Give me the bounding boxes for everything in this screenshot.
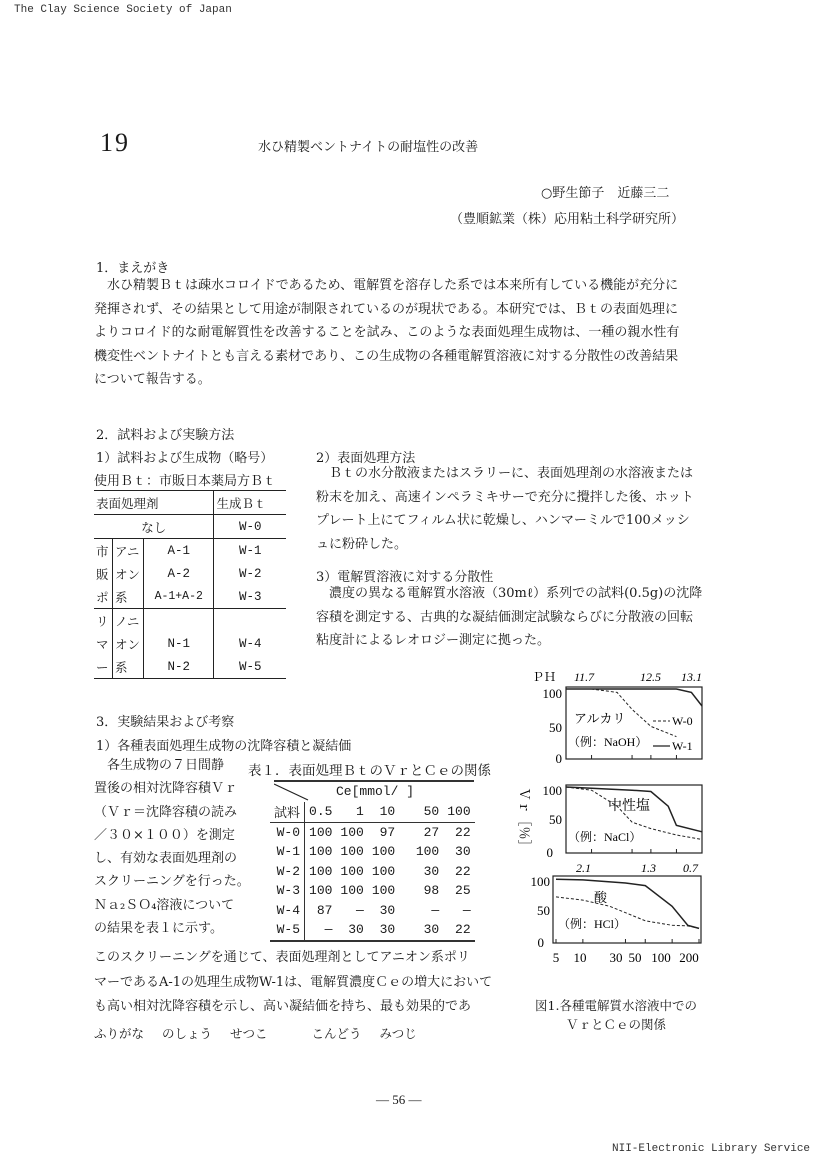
value-cell: 22: [455, 863, 471, 879]
value-cell: 27: [423, 824, 440, 840]
value-cell: 30: [379, 922, 396, 938]
group-a-inner: オン: [113, 562, 144, 585]
agent-cell: N-2: [144, 655, 214, 679]
sec2-heading: 2．試料および実験方法: [96, 428, 235, 443]
agent-cell: A-1+A-2: [144, 585, 214, 609]
product-cell: W-2: [238, 566, 262, 581]
ph-tick: 13.1: [681, 670, 702, 684]
sec2-sub3: 3）電解質溶液に対する分散性: [316, 570, 494, 585]
product-cell: W-5: [238, 659, 262, 674]
agent-cell: A-1: [144, 539, 214, 563]
sec2-sub2: 2）表面処理方法: [316, 451, 416, 466]
service-footer: NII-Electronic Library Service: [612, 1143, 811, 1155]
figure-caption-line: ＶｒとＣｅの関係: [565, 1017, 666, 1032]
y-tick: 50: [537, 903, 550, 918]
y-axis-label: Ｖｒ［％］: [517, 787, 532, 853]
table1-row: [270, 881, 475, 901]
ph-tick-bottom: 2.1: [576, 861, 591, 875]
y-tick: 0: [537, 935, 544, 950]
x-tick: 200: [679, 950, 699, 965]
sec2-sub1: 1）試料および生成物（略号）: [96, 451, 274, 466]
ph-tick-bottom: 1.3: [641, 861, 656, 875]
value-cell: 100: [340, 883, 364, 899]
value-cell: —: [356, 902, 364, 918]
table1-row: [270, 822, 475, 842]
x-tick: 30: [609, 950, 623, 965]
sec3-line: 置後の相対沈降容積Ｖｒ: [94, 781, 238, 797]
panel-label-neutral: 中性塩: [608, 799, 650, 814]
furigana-label: ふりがな: [94, 1026, 145, 1041]
y-tick: 50: [549, 720, 562, 735]
group-a-inner: アニ: [113, 539, 144, 563]
x-tick: 5: [552, 950, 560, 965]
sec1-heading: 1．まえがき: [96, 261, 170, 276]
x-tick: 10: [573, 950, 587, 965]
sec3-line: ／３０×１００）を測定: [94, 827, 235, 843]
sample-cell: W-1: [270, 842, 305, 862]
group-a-outer: ポ: [96, 589, 109, 605]
sec3-line: し、有効な表面処理剤の: [94, 851, 238, 867]
product-w0: W-0: [238, 519, 262, 534]
table1-row: [270, 920, 475, 941]
y-tick: 100: [542, 686, 562, 701]
panel-example-acid: （例：HCl）: [558, 917, 627, 931]
col-header: 10: [379, 804, 396, 820]
agent-cell: N-1: [144, 632, 214, 655]
value-cell: 22: [455, 824, 471, 840]
sec3-full-line: マーであるA-1の処理生成物W-1は、電解質濃度Ｃｅの増大において: [94, 974, 493, 990]
furigana-item: のしょう: [162, 1026, 213, 1041]
sub2-line: ュに粉砕した。: [316, 536, 408, 552]
group-n-outer: マ: [96, 636, 109, 652]
sub3-line: 容積を測定する、古典的な凝結価測定試験ならびに分散液の回転: [316, 609, 694, 625]
furigana: [94, 1024, 417, 1042]
table1-row: [270, 862, 475, 882]
series-w-1-line: [566, 689, 702, 706]
sec1-line: 水ひ精製Ｂｔは疎水コロイドであるため、電解質を溶存した系では本来所有している機能が充分に: [94, 278, 679, 293]
group-a-outer: 市: [96, 543, 109, 559]
value-cell: 97: [379, 824, 396, 840]
table1-row: [270, 842, 475, 862]
value-cell: —: [324, 922, 333, 938]
society-header: The Clay Science Society of Japan: [14, 4, 232, 16]
y-tick: 100: [542, 783, 562, 798]
value-cell: —: [462, 902, 471, 918]
col-agent: 表面処理剤: [94, 491, 214, 515]
value-cell: 100: [309, 863, 333, 879]
value-cell: 30: [379, 902, 396, 918]
figure-caption-line: 図1.各種電解質水溶液中での: [535, 998, 697, 1013]
sample-header: 試料: [270, 802, 305, 822]
group-n-outer: ー: [96, 659, 109, 675]
sec3-full-body: [94, 946, 492, 1020]
sec1-line: 機変性ベントナイトとも言える素材であり、この生成物の各種電解質溶液に対する分散性の改善結果: [94, 348, 679, 364]
sec3-line: の結果を表１に示す。: [94, 921, 223, 937]
value-cell: 100: [415, 844, 440, 860]
panel-example-alkali: （例：NaOH）: [568, 735, 648, 749]
value-cell: —: [431, 902, 440, 918]
group-a-inner: 系: [113, 585, 144, 609]
panel-label-acid: 酸: [594, 890, 608, 905]
sample-cell: W-0: [270, 822, 305, 842]
col-product: 生成Ｂｔ: [216, 495, 267, 511]
paper-affiliation: （豊順鉱業（株）応用粘土科学研究所）: [450, 212, 685, 227]
value-cell: 100: [340, 844, 364, 860]
sec3-line: スクリーニングを行った。: [94, 874, 250, 890]
value-cell: 100: [371, 883, 396, 899]
value-cell: 30: [423, 863, 440, 879]
ph-tick: 11.7: [574, 670, 595, 684]
furigana-item: こんどう: [311, 1026, 362, 1041]
value-cell: 30: [348, 922, 364, 938]
sec3-sub1: 1）各種表面処理生成物の沈降容積と凝結価: [96, 739, 352, 754]
bt-used: 使用Ｂｔ：市販日本薬局方Ｂｔ: [94, 474, 277, 489]
sec2-sub3-body: [316, 582, 702, 653]
sec1-body: [94, 274, 679, 392]
figure-1: [500, 660, 720, 970]
table1: [270, 802, 475, 942]
sub2-line: Ｂｔの水分散液またはスラリーに、表面処理剤の水溶液または: [316, 466, 694, 481]
sample-cell: W-3: [270, 881, 305, 901]
paper-number: 19: [100, 128, 130, 157]
value-cell: 25: [455, 883, 471, 899]
sec3-heading: 3．実験結果および考察: [96, 715, 235, 730]
page-number: — 56 —: [376, 1092, 422, 1107]
col-header: 1: [356, 804, 364, 820]
y-tick: 0: [555, 751, 562, 766]
paper-title: 水ひ精製ベントナイトの耐塩性の改善: [258, 140, 479, 155]
agent-none: なし: [94, 515, 214, 539]
sec1-line: 発揮されず、その結果として用途が制限されているのが現状である。本研究では、Ｂｔの表面処理に: [94, 301, 678, 317]
y-tick: 100: [530, 874, 550, 889]
sec3-line: 各生成物の７日間静: [94, 758, 225, 773]
group-a-outer: 販: [96, 566, 109, 582]
ph-tick-bottom: 0.7: [683, 861, 698, 875]
table1-row: [270, 901, 475, 921]
sub2-line: プレート上にてフィルム状に乾燥し、ハンマーミルで100メッシ: [316, 513, 690, 528]
value-cell: 100: [309, 883, 333, 899]
panel-acid-frame: [553, 876, 701, 943]
sec3-line: Ｎａ₂ＳＯ₄溶液について: [94, 897, 235, 913]
sample-cell: W-4: [270, 901, 305, 921]
value-cell: 100: [309, 824, 333, 840]
x-tick: 50: [628, 950, 642, 965]
sec1-line: よりコロイド的な耐電解質性を改善することを試み、このような表面処理生成物は、一種の親水性有: [94, 325, 680, 340]
furigana-item: みつじ: [379, 1026, 417, 1041]
col-header: 100: [447, 804, 471, 820]
value-cell: 30: [423, 922, 440, 938]
group-n-inner: ノニ: [113, 609, 144, 633]
sec2-sub2-body: [316, 462, 694, 556]
value-cell: 100: [309, 844, 333, 860]
legend-w0: W-0: [672, 714, 693, 728]
sec3-full-line: も高い相対沈降容積を示し、高い凝結価を持ち、最も効果的であ: [94, 999, 472, 1014]
ph-label: ＰＨ: [532, 670, 557, 684]
product-cell: W-3: [238, 589, 262, 604]
product-cell: W-4: [238, 636, 262, 651]
sub3-line: 濃度の異なる電解質水溶液（30mℓ）系列での試料(0.5g)の沈降: [316, 586, 703, 601]
value-cell: 100: [371, 863, 396, 879]
x-tick: 100: [651, 950, 671, 965]
agent-cell: A-2: [144, 562, 214, 585]
value-cell: 87: [316, 902, 333, 918]
sample-cell: W-2: [270, 862, 305, 882]
sample-cell: W-5: [270, 920, 305, 941]
sec3-line: （Ｖｒ＝沈降容積の読み: [94, 804, 238, 820]
value-cell: 98: [423, 883, 440, 899]
sub3-line: 粘度計によるレオロジー測定に拠った。: [316, 633, 551, 648]
sec3-left-body: [94, 754, 250, 940]
col-header: 0.5: [309, 804, 333, 820]
furigana-item: せつこ: [230, 1026, 268, 1041]
sec3-full-line: このスクリーニングを通じて、表面処理剤としてアニオン系ポリ: [94, 950, 470, 965]
value-cell: 100: [371, 844, 396, 860]
col-header: 50: [423, 804, 440, 820]
group-n-outer: リ: [96, 613, 109, 629]
sub2-line: 粉末を加え、高速インペラミキサーで充分に攪拌した後、ホット: [316, 489, 694, 505]
product-cell: W-1: [238, 543, 262, 558]
y-tick: 0: [546, 845, 553, 860]
value-cell: 22: [455, 922, 471, 938]
legend-w1: W-1: [672, 739, 693, 753]
value-cell: 100: [340, 863, 364, 879]
sec1-line: について報告する。: [94, 372, 211, 387]
panel-label-alkali: アルカリ: [574, 711, 626, 726]
sample-table: [94, 490, 286, 679]
ce-header: Ce[mmol/ ]: [336, 784, 415, 799]
table1-caption: 表１．表面処理ＢｔのＶｒとＣｅの関係: [248, 763, 491, 779]
paper-authors: ○野生節子 近藤三二: [541, 186, 670, 201]
value-cell: 30: [455, 844, 471, 860]
ph-tick: 12.5: [640, 670, 661, 684]
group-n-inner: 系: [113, 655, 144, 679]
table1-diagonal: [274, 782, 314, 802]
panel-example-neutral: （例：NaCl）: [568, 830, 642, 844]
group-n-inner: オン: [113, 632, 144, 655]
figure-caption: [516, 996, 716, 1034]
value-cell: 100: [340, 824, 364, 840]
y-tick: 50: [549, 812, 562, 827]
